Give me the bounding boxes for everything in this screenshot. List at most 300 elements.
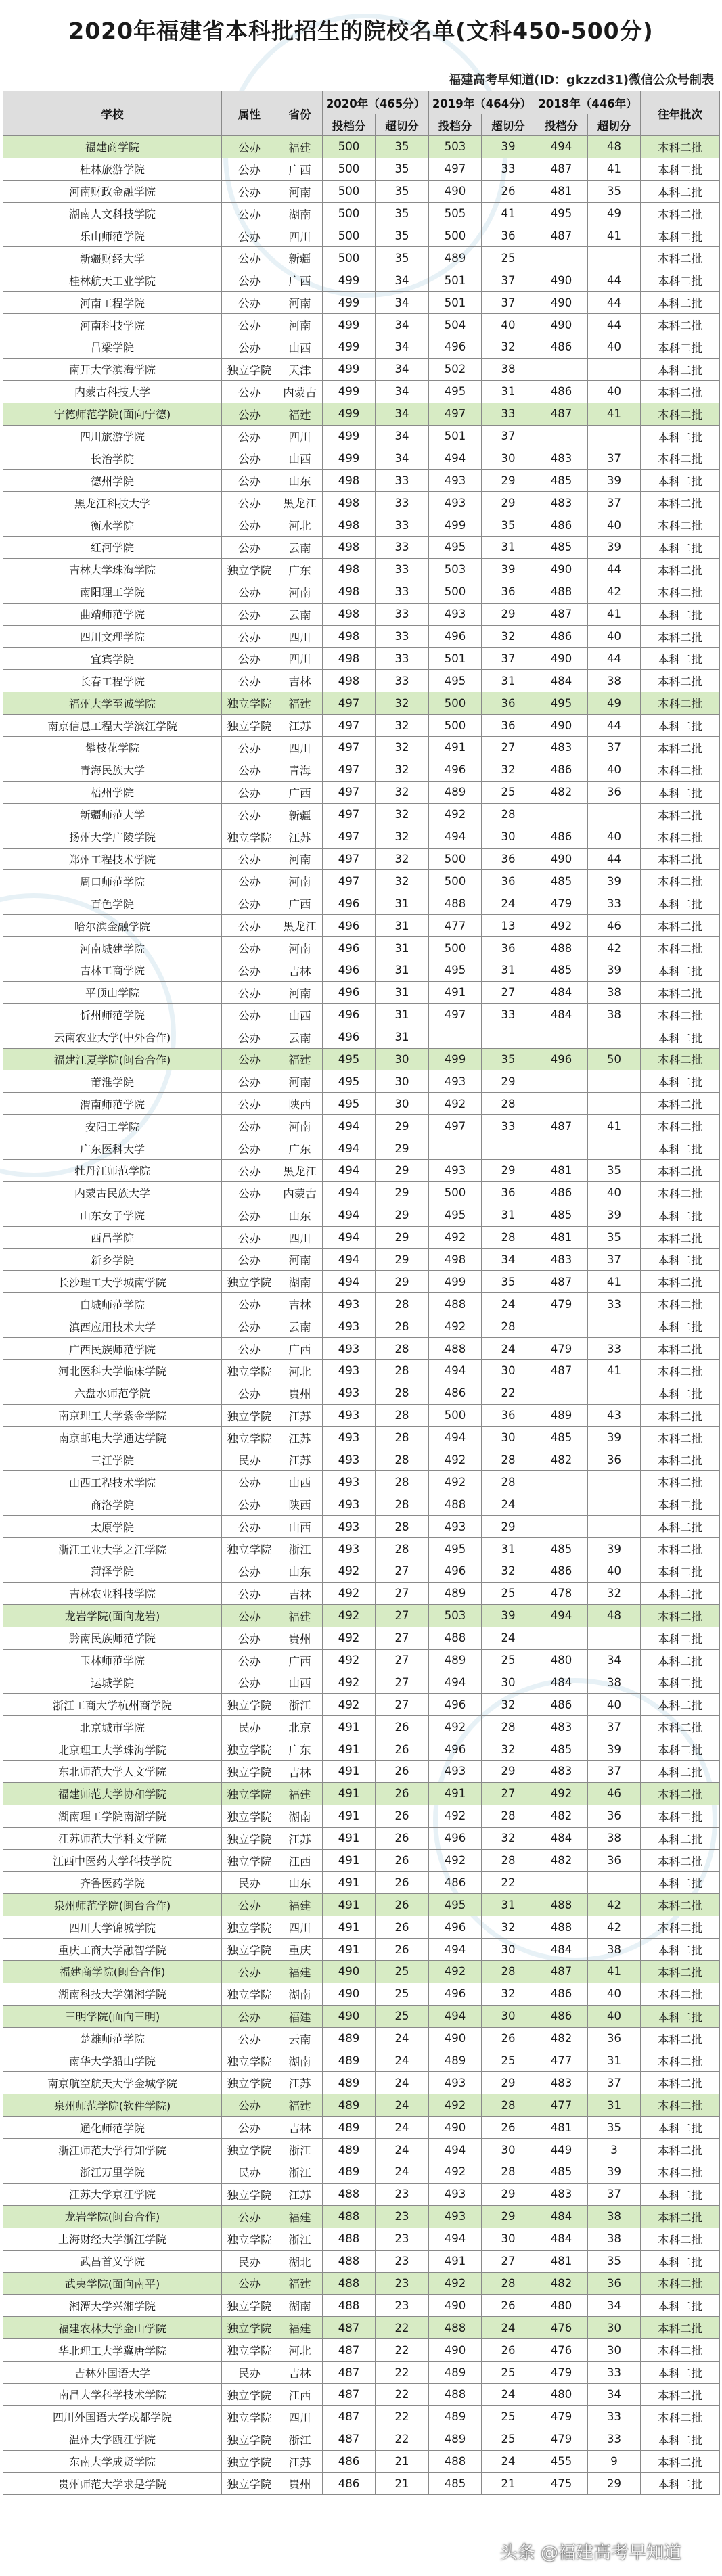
- cell-tou-2019: 491: [429, 737, 482, 759]
- table-row: [3, 1827, 720, 1849]
- cell-tou-2020: 496: [323, 915, 376, 937]
- cell-batch: 本科二批: [641, 1315, 720, 1338]
- cell-tou-2020: 498: [323, 603, 376, 625]
- cell-chao-2020: 24: [376, 2027, 429, 2050]
- cell-batch: 本科二批: [641, 2250, 720, 2272]
- cell-tou-2020: 492: [323, 1671, 376, 1694]
- cell-tou-2020: 488: [323, 2228, 376, 2250]
- cell-batch: 本科二批: [641, 581, 720, 603]
- table-row: [3, 292, 720, 314]
- cell-school: 福建师范大学协和学院: [3, 1782, 222, 1805]
- cell-tou-2020: 498: [323, 470, 376, 492]
- cell-tou-2018: 494: [535, 136, 588, 158]
- cell-tou-2020: 487: [323, 2362, 376, 2384]
- cell-batch: 本科二批: [641, 1048, 720, 1070]
- table-row: [3, 2005, 720, 2027]
- cell-batch: 本科二批: [641, 2405, 720, 2428]
- cell-chao-2020: 24: [376, 2117, 429, 2139]
- cell-school: 长沙理工大学城南学院: [3, 1271, 222, 1293]
- cell-tou-2019: 500: [429, 692, 482, 715]
- cell-tou-2019: 489: [429, 2050, 482, 2072]
- cell-chao-2019: 37: [482, 425, 535, 447]
- cell-tou-2020: 500: [323, 158, 376, 180]
- cell-attr: 公办: [222, 625, 277, 648]
- cell-tou-2019: 492: [429, 2094, 482, 2117]
- cell-chao-2019: 36: [482, 581, 535, 603]
- table-row: [3, 537, 720, 559]
- table-row: [3, 314, 720, 336]
- cell-tou-2020: 488: [323, 2183, 376, 2205]
- cell-tou-2019: 492: [429, 1449, 482, 1471]
- cell-chao-2019: 36: [482, 225, 535, 247]
- cell-tou-2019: 494: [429, 826, 482, 848]
- cell-tou-2020: 493: [323, 1471, 376, 1493]
- cell-chao-2020: 33: [376, 603, 429, 625]
- cell-chao-2018: 38: [588, 981, 641, 1003]
- cell-chao-2020: 30: [376, 1093, 429, 1115]
- cell-tou-2020: 493: [323, 1315, 376, 1338]
- cell-school: 桂林旅游学院: [3, 158, 222, 180]
- cell-chao-2019: 39: [482, 1604, 535, 1627]
- cell-attr: 独立学院: [222, 1761, 277, 1783]
- cell-tou-2018: 486: [535, 336, 588, 359]
- cell-chao-2020: 28: [376, 1516, 429, 1538]
- cell-tou-2020: 500: [323, 225, 376, 247]
- cell-chao-2019: 29: [482, 2205, 535, 2228]
- cell-tou-2020: 499: [323, 314, 376, 336]
- cell-province: 吉林: [277, 959, 323, 981]
- cell-tou-2020: 495: [323, 1093, 376, 1115]
- table-row: [3, 1916, 720, 1939]
- cell-attr: 公办: [222, 1961, 277, 1983]
- cell-tou-2020: 490: [323, 2005, 376, 2027]
- cell-batch: 本科二批: [641, 692, 720, 715]
- cell-tou-2019: 494: [429, 1939, 482, 1961]
- cell-attr: 公办: [222, 492, 277, 514]
- cell-school: 渭南师范学院: [3, 1093, 222, 1115]
- cell-chao-2020: 32: [376, 803, 429, 826]
- cell-province: 广东: [277, 1137, 323, 1160]
- table-row: [3, 2295, 720, 2317]
- cell-chao-2020: 30: [376, 1048, 429, 1070]
- cell-province: 湖南: [277, 1983, 323, 2005]
- cell-tou-2018: 484: [535, 1671, 588, 1694]
- cell-tou-2018: 479: [535, 1293, 588, 1315]
- cell-batch: 本科二批: [641, 269, 720, 292]
- cell-school: 江西中医药大学科技学院: [3, 1849, 222, 1872]
- cell-school: 运城学院: [3, 1671, 222, 1694]
- cell-province: 广西: [277, 1338, 323, 1360]
- cell-tou-2018: [535, 1471, 588, 1493]
- cell-tou-2020: 499: [323, 269, 376, 292]
- table-row: [3, 2228, 720, 2250]
- header-province: 省份: [277, 91, 323, 136]
- table-row: [3, 2405, 720, 2428]
- cell-chao-2020: 22: [376, 2383, 429, 2405]
- cell-attr: 公办: [222, 1181, 277, 1204]
- cell-chao-2019: 29: [482, 1159, 535, 1181]
- cell-batch: 本科二批: [641, 1181, 720, 1204]
- cell-attr: 公办: [222, 1115, 277, 1137]
- cell-tou-2019: 488: [429, 1338, 482, 1360]
- cell-chao-2020: 29: [376, 1159, 429, 1181]
- cell-tou-2019: 493: [429, 2183, 482, 2205]
- cell-province: 江苏: [277, 1827, 323, 1849]
- cell-tou-2018: 481: [535, 1159, 588, 1181]
- cell-batch: 本科二批: [641, 1115, 720, 1137]
- cell-chao-2018: [588, 1315, 641, 1338]
- table-header: [3, 91, 720, 136]
- cell-tou-2018: [535, 1872, 588, 1894]
- watermark-text: 头条 @福建高考早知道: [499, 2543, 681, 2563]
- cell-tou-2020: 500: [323, 202, 376, 225]
- cell-tou-2020: 496: [323, 1003, 376, 1026]
- cell-tou-2019: 485: [429, 2472, 482, 2495]
- cell-chao-2019: 32: [482, 1694, 535, 1716]
- cell-batch: 本科二批: [641, 425, 720, 447]
- table-row: [3, 2072, 720, 2094]
- cell-tou-2019: 505: [429, 202, 482, 225]
- cell-chao-2020: 26: [376, 1738, 429, 1761]
- cell-school: 百色学院: [3, 892, 222, 915]
- cell-tou-2019: 496: [429, 1916, 482, 1939]
- cell-tou-2019: 496: [429, 625, 482, 648]
- table-row: [3, 1582, 720, 1604]
- cell-chao-2018: 49: [588, 692, 641, 715]
- cell-attr: 公办: [222, 537, 277, 559]
- cell-attr: 公办: [222, 1604, 277, 1627]
- cell-chao-2018: 36: [588, 1449, 641, 1471]
- cell-tou-2018: 490: [535, 558, 588, 581]
- cell-tou-2018: 482: [535, 1449, 588, 1471]
- cell-batch: 本科二批: [641, 2295, 720, 2317]
- cell-tou-2019: 496: [429, 1983, 482, 2005]
- cell-chao-2018: 40: [588, 514, 641, 537]
- table-row: [3, 2428, 720, 2450]
- cell-chao-2020: 30: [376, 1070, 429, 1093]
- cell-province: 福建: [277, 136, 323, 158]
- cell-tou-2020: 493: [323, 1293, 376, 1315]
- cell-tou-2018: 487: [535, 225, 588, 247]
- cell-school: 三明学院(面向三明): [3, 2005, 222, 2027]
- cell-chao-2019: 29: [482, 2072, 535, 2094]
- cell-batch: 本科二批: [641, 1493, 720, 1516]
- cell-chao-2020: 22: [376, 2317, 429, 2339]
- cell-chao-2019: 25: [482, 2405, 535, 2428]
- cell-tou-2018: 485: [535, 1204, 588, 1226]
- cell-chao-2020: 31: [376, 1003, 429, 1026]
- cell-chao-2020: 34: [376, 447, 429, 470]
- table-row: [3, 1226, 720, 1248]
- cell-chao-2020: 31: [376, 892, 429, 915]
- cell-chao-2018: 41: [588, 1115, 641, 1137]
- table-row: [3, 2117, 720, 2139]
- cell-attr: 公办: [222, 1582, 277, 1604]
- cell-province: 北京: [277, 1716, 323, 1738]
- cell-tou-2019: 503: [429, 1604, 482, 1627]
- cell-chao-2018: 40: [588, 826, 641, 848]
- cell-tou-2019: 486: [429, 1382, 482, 1404]
- cell-batch: 本科二批: [641, 915, 720, 937]
- cell-province: 湖南: [277, 2050, 323, 2072]
- cell-tou-2019: 486: [429, 1872, 482, 1894]
- cell-chao-2019: 37: [482, 269, 535, 292]
- cell-chao-2018: 39: [588, 870, 641, 892]
- cell-tou-2020: 493: [323, 1404, 376, 1426]
- cell-tou-2019: 492: [429, 1093, 482, 1115]
- cell-chao-2020: 33: [376, 558, 429, 581]
- cell-chao-2020: 24: [376, 2161, 429, 2184]
- cell-chao-2020: 24: [376, 2072, 429, 2094]
- cell-tou-2019: 493: [429, 1070, 482, 1093]
- cell-tou-2019: 490: [429, 2295, 482, 2317]
- cell-province: 福建: [277, 1894, 323, 1916]
- table-row: [3, 803, 720, 826]
- cell-chao-2019: 32: [482, 1916, 535, 1939]
- cell-attr: 公办: [222, 870, 277, 892]
- cell-chao-2019: 26: [482, 2295, 535, 2317]
- cell-chao-2018: 34: [588, 2295, 641, 2317]
- cell-chao-2019: 25: [482, 1582, 535, 1604]
- cell-batch: 本科二批: [641, 537, 720, 559]
- cell-chao-2019: 39: [482, 136, 535, 158]
- table-row: [3, 1426, 720, 1449]
- cell-chao-2018: 38: [588, 2228, 641, 2250]
- table-row: [3, 1627, 720, 1649]
- cell-province: 内蒙古: [277, 1181, 323, 1204]
- cell-tou-2018: 486: [535, 380, 588, 403]
- cell-province: 吉林: [277, 1293, 323, 1315]
- cell-tou-2018: [535, 1093, 588, 1115]
- cell-attr: 公办: [222, 1516, 277, 1538]
- cell-chao-2020: 33: [376, 537, 429, 559]
- cell-tou-2018: 482: [535, 2027, 588, 2050]
- cell-tou-2018: 495: [535, 692, 588, 715]
- cell-batch: 本科二批: [641, 447, 720, 470]
- cell-chao-2020: 32: [376, 737, 429, 759]
- cell-chao-2019: 33: [482, 1115, 535, 1137]
- cell-chao-2019: 27: [482, 981, 535, 1003]
- table-row: [3, 2362, 720, 2384]
- cell-tou-2019: 499: [429, 514, 482, 537]
- cell-attr: 公办: [222, 1493, 277, 1516]
- cell-batch: 本科二批: [641, 2139, 720, 2161]
- cell-attr: 公办: [222, 1560, 277, 1583]
- cell-batch: 本科二批: [641, 1426, 720, 1449]
- cell-province: 河南: [277, 1115, 323, 1137]
- cell-tou-2019: 490: [429, 2117, 482, 2139]
- cell-attr: 独立学院: [222, 2450, 277, 2472]
- table-row: [3, 1604, 720, 1627]
- cell-batch: 本科二批: [641, 1738, 720, 1761]
- cell-attr: 独立学院: [222, 2405, 277, 2428]
- cell-province: 湖北: [277, 2250, 323, 2272]
- cell-tou-2019: 492: [429, 1961, 482, 1983]
- table-row: [3, 1271, 720, 1293]
- cell-school: 福州大学至诚学院: [3, 692, 222, 715]
- table-row: [3, 2272, 720, 2295]
- cell-chao-2020: 22: [376, 2339, 429, 2362]
- cell-tou-2020: 493: [323, 1449, 376, 1471]
- cell-attr: 民办: [222, 1716, 277, 1738]
- cell-chao-2020: 29: [376, 1204, 429, 1226]
- cell-chao-2018: 40: [588, 380, 641, 403]
- cell-tou-2020: 487: [323, 2383, 376, 2405]
- cell-attr: 独立学院: [222, 715, 277, 737]
- table-row: [3, 2450, 720, 2472]
- header-school: 学校: [3, 91, 222, 136]
- cell-chao-2020: 27: [376, 1649, 429, 1671]
- cell-attr: 公办: [222, 892, 277, 915]
- cell-tou-2020: 488: [323, 2272, 376, 2295]
- cell-tou-2019: 491: [429, 1782, 482, 1805]
- cell-school: 衡水学院: [3, 514, 222, 537]
- cell-chao-2020: 35: [376, 225, 429, 247]
- cell-school: 泉州师范学院(软件学院): [3, 2094, 222, 2117]
- cell-batch: 本科二批: [641, 136, 720, 158]
- cell-tou-2020: 487: [323, 2317, 376, 2339]
- table-row: [3, 1293, 720, 1315]
- cell-chao-2019: 26: [482, 180, 535, 202]
- cell-tou-2018: 494: [535, 1604, 588, 1627]
- cell-chao-2018: 38: [588, 2205, 641, 2228]
- cell-tou-2018: 487: [535, 603, 588, 625]
- cell-province: 江苏: [277, 2183, 323, 2205]
- cell-attr: 公办: [222, 1003, 277, 1026]
- cell-chao-2019: 28: [482, 1805, 535, 1827]
- cell-chao-2019: 32: [482, 1827, 535, 1849]
- cell-chao-2018: 42: [588, 1916, 641, 1939]
- cell-chao-2020: 22: [376, 2428, 429, 2450]
- cell-chao-2018: 33: [588, 2362, 641, 2384]
- cell-tou-2019: 490: [429, 180, 482, 202]
- cell-batch: 本科二批: [641, 2094, 720, 2117]
- cell-attr: 公办: [222, 247, 277, 269]
- cell-tou-2019: 497: [429, 158, 482, 180]
- cell-tou-2019: 489: [429, 2362, 482, 2384]
- cell-chao-2018: 44: [588, 715, 641, 737]
- cell-chao-2019: 24: [482, 1493, 535, 1516]
- cell-tou-2019: 491: [429, 2250, 482, 2272]
- header-2019: 2019年（464分）: [429, 91, 535, 114]
- cell-batch: 本科二批: [641, 2472, 720, 2495]
- cell-tou-2018: 487: [535, 1115, 588, 1137]
- table-row: [3, 202, 720, 225]
- cell-attr: 公办: [222, 1204, 277, 1226]
- cell-chao-2019: 34: [482, 1248, 535, 1271]
- cell-tou-2018: 488: [535, 581, 588, 603]
- cell-province: 河南: [277, 1248, 323, 1271]
- cell-tou-2018: 489: [535, 1404, 588, 1426]
- cell-tou-2019: 493: [429, 1761, 482, 1783]
- cell-tou-2018: 482: [535, 781, 588, 803]
- table-row: [3, 1738, 720, 1761]
- cell-tou-2020: 499: [323, 336, 376, 359]
- cell-tou-2018: 488: [535, 1916, 588, 1939]
- cell-tou-2018: 485: [535, 1738, 588, 1761]
- cell-province: 黑龙江: [277, 915, 323, 937]
- cell-chao-2018: [588, 1026, 641, 1048]
- cell-chao-2019: 36: [482, 870, 535, 892]
- cell-school: 桂林航天工业学院: [3, 269, 222, 292]
- cell-attr: 公办: [222, 180, 277, 202]
- cell-tou-2020: 491: [323, 1872, 376, 1894]
- cell-tou-2019: 495: [429, 670, 482, 692]
- cell-province: 四川: [277, 425, 323, 447]
- cell-tou-2018: 477: [535, 2094, 588, 2117]
- cell-attr: 公办: [222, 581, 277, 603]
- cell-tou-2018: 486: [535, 826, 588, 848]
- cell-attr: 公办: [222, 670, 277, 692]
- cell-school: 南京信息工程大学滨江学院: [3, 715, 222, 737]
- cell-chao-2019: 26: [482, 2117, 535, 2139]
- cell-chao-2020: 29: [376, 1137, 429, 1160]
- cell-school: 白城师范学院: [3, 1293, 222, 1315]
- cell-province: 山东: [277, 1204, 323, 1226]
- cell-attr: 公办: [222, 915, 277, 937]
- cell-chao-2020: 29: [376, 1248, 429, 1271]
- cell-batch: 本科二批: [641, 937, 720, 959]
- cell-chao-2020: 26: [376, 1872, 429, 1894]
- cell-tou-2020: 491: [323, 1827, 376, 1849]
- cell-tou-2020: 491: [323, 1782, 376, 1805]
- cell-tou-2018: 481: [535, 1226, 588, 1248]
- cell-province: 吉林: [277, 1761, 323, 1783]
- cell-chao-2019: 39: [482, 558, 535, 581]
- table-row: [3, 1315, 720, 1338]
- cell-chao-2018: [588, 1070, 641, 1093]
- cell-batch: 本科二批: [641, 848, 720, 870]
- cell-batch: 本科二批: [641, 2428, 720, 2450]
- cell-tou-2019: 492: [429, 2161, 482, 2184]
- cell-chao-2018: [588, 1093, 641, 1115]
- cell-chao-2018: 29: [588, 2472, 641, 2495]
- cell-batch: 本科二批: [641, 1338, 720, 1360]
- cell-tou-2018: 486: [535, 2005, 588, 2027]
- cell-tou-2018: 490: [535, 292, 588, 314]
- cell-school: 新疆财经大学: [3, 247, 222, 269]
- cell-chao-2018: 38: [588, 1939, 641, 1961]
- cell-chao-2019: 24: [482, 2317, 535, 2339]
- cell-school: 河南工程学院: [3, 292, 222, 314]
- cell-chao-2020: 23: [376, 2228, 429, 2250]
- cell-tou-2019: 493: [429, 603, 482, 625]
- cell-chao-2018: 42: [588, 581, 641, 603]
- table-row: [3, 247, 720, 269]
- cell-chao-2018: 39: [588, 1204, 641, 1226]
- table-row: [3, 1338, 720, 1360]
- cell-chao-2019: 31: [482, 959, 535, 981]
- source-note: 福建高考早知道(ID：gkzzd31)微信公众号制表: [449, 73, 714, 87]
- cell-province: 新疆: [277, 247, 323, 269]
- cell-tou-2019: 492: [429, 803, 482, 826]
- cell-chao-2019: 30: [482, 447, 535, 470]
- cell-tou-2020: 491: [323, 1761, 376, 1783]
- cell-batch: 本科二批: [641, 2339, 720, 2362]
- cell-tou-2018: 482: [535, 1805, 588, 1827]
- cell-chao-2018: 35: [588, 180, 641, 202]
- cell-tou-2020: 499: [323, 447, 376, 470]
- table-row: [3, 1070, 720, 1093]
- cell-province: 吉林: [277, 2362, 323, 2384]
- cell-tou-2020: 500: [323, 136, 376, 158]
- table-row: [3, 447, 720, 470]
- cell-province: 天津: [277, 358, 323, 380]
- cell-province: 浙江: [277, 2139, 323, 2161]
- cell-province: 福建: [277, 692, 323, 715]
- cell-province: 河南: [277, 1070, 323, 1093]
- cell-tou-2020: 491: [323, 1939, 376, 1961]
